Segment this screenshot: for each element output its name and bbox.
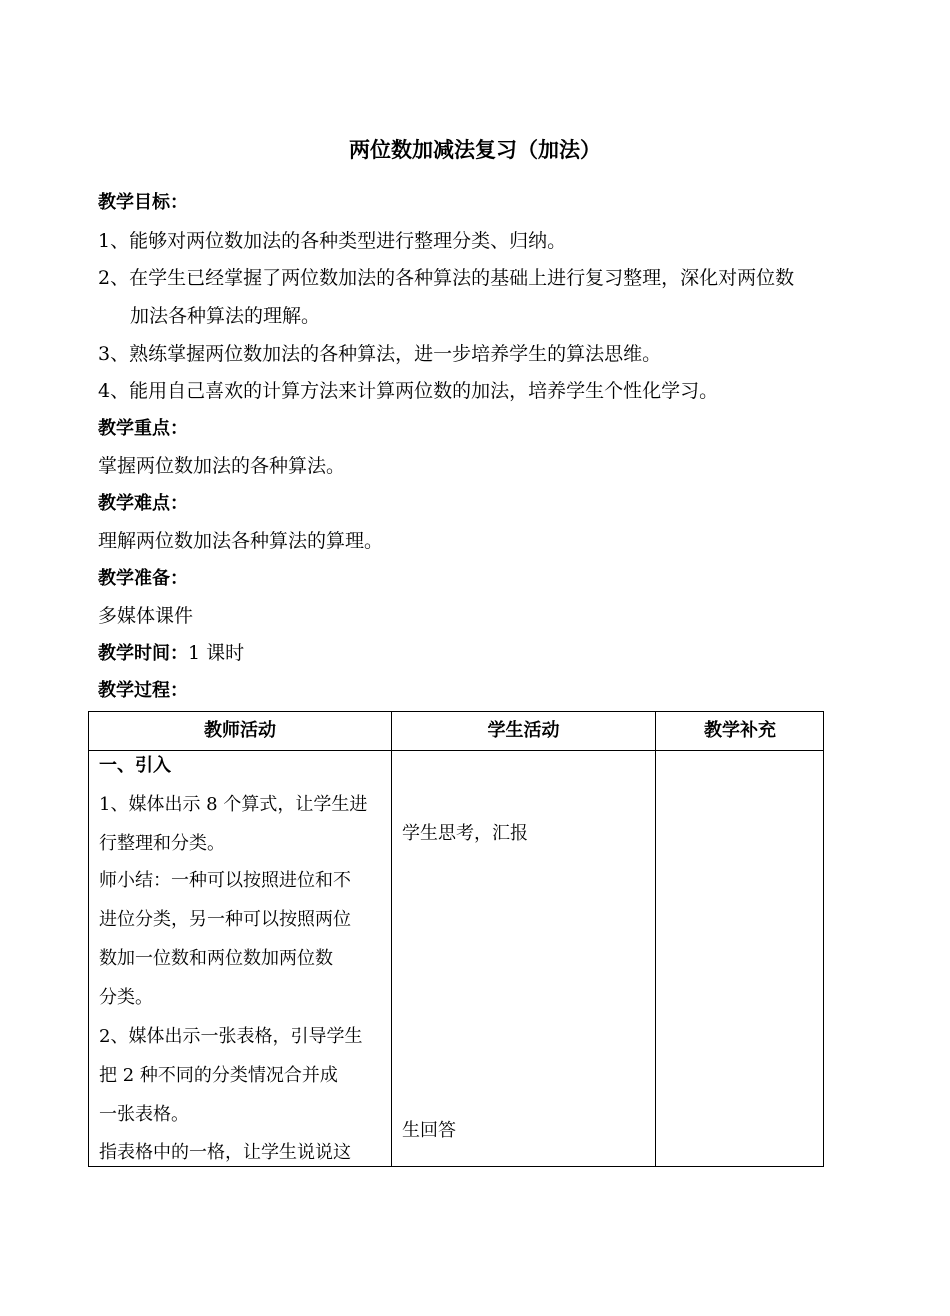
teacher-line: 师小结：一种可以按照进位和不 (99, 870, 351, 891)
table-divider (655, 712, 656, 1166)
student-line: 学生思考，汇报 (402, 823, 528, 844)
key-points-text: 掌握两位数加法的各种算法。 (98, 455, 346, 477)
time-heading: 教学时间： (98, 643, 188, 664)
teacher-line: 一张表格。 (99, 1104, 189, 1125)
process-table (88, 711, 824, 1167)
difficulties-heading: 教学难点： (98, 493, 188, 514)
objective-item: 1、能够对两位数加法的各种类型进行整理分类、归纳。 (98, 230, 567, 252)
process-heading: 教学过程： (98, 680, 188, 701)
page-title: 两位数加减法复习（加法） (349, 138, 601, 162)
preparation-heading: 教学准备： (98, 568, 188, 589)
teacher-line: 把 2 种不同的分类情况合并成 (99, 1065, 338, 1086)
header-teacher-activity: 教师活动 (204, 720, 276, 741)
teacher-line: 指表格中的一格，让学生说说这 (99, 1142, 351, 1163)
time-row (98, 640, 244, 667)
teacher-line: 分类。 (99, 987, 153, 1008)
time-text: 1 课时 (188, 642, 245, 664)
table-divider (391, 712, 392, 1166)
preparation-text: 多媒体课件 (98, 605, 194, 627)
teacher-section-heading: 一、引入 (99, 755, 171, 776)
teacher-line: 2、媒体出示一张表格，引导学生 (99, 1026, 363, 1047)
objective-item: 4、能用自己喜欢的计算方法来计算两位数的加法，培养学生个性化学习。 (98, 380, 719, 402)
objective-item: 2、在学生已经掌握了两位数加法的各种算法的基础上进行复习整理，深化对两位数 (98, 267, 795, 289)
teacher-line: 行整理和分类。 (99, 833, 225, 854)
header-student-activity: 学生活动 (487, 720, 560, 741)
objective-item: 3、熟练掌握两位数加法的各种算法，进一步培养学生的算法思维。 (98, 343, 662, 365)
teacher-line: 1、媒体出示 8 个算式，让学生进 (99, 794, 368, 815)
header-teaching-supplement: 教学补充 (704, 720, 776, 741)
student-line: 生回答 (402, 1120, 456, 1141)
teacher-line: 进位分类，另一种可以按照两位 (99, 909, 351, 930)
teacher-line: 数加一位数和两位数加两位数 (99, 948, 333, 969)
objective-item: 加法各种算法的理解。 (130, 305, 321, 327)
table-divider (89, 750, 823, 751)
difficulties-text: 理解两位数加法各种算法的算理。 (98, 530, 384, 552)
key-points-heading: 教学重点： (98, 418, 188, 439)
objectives-heading: 教学目标： (98, 192, 188, 213)
